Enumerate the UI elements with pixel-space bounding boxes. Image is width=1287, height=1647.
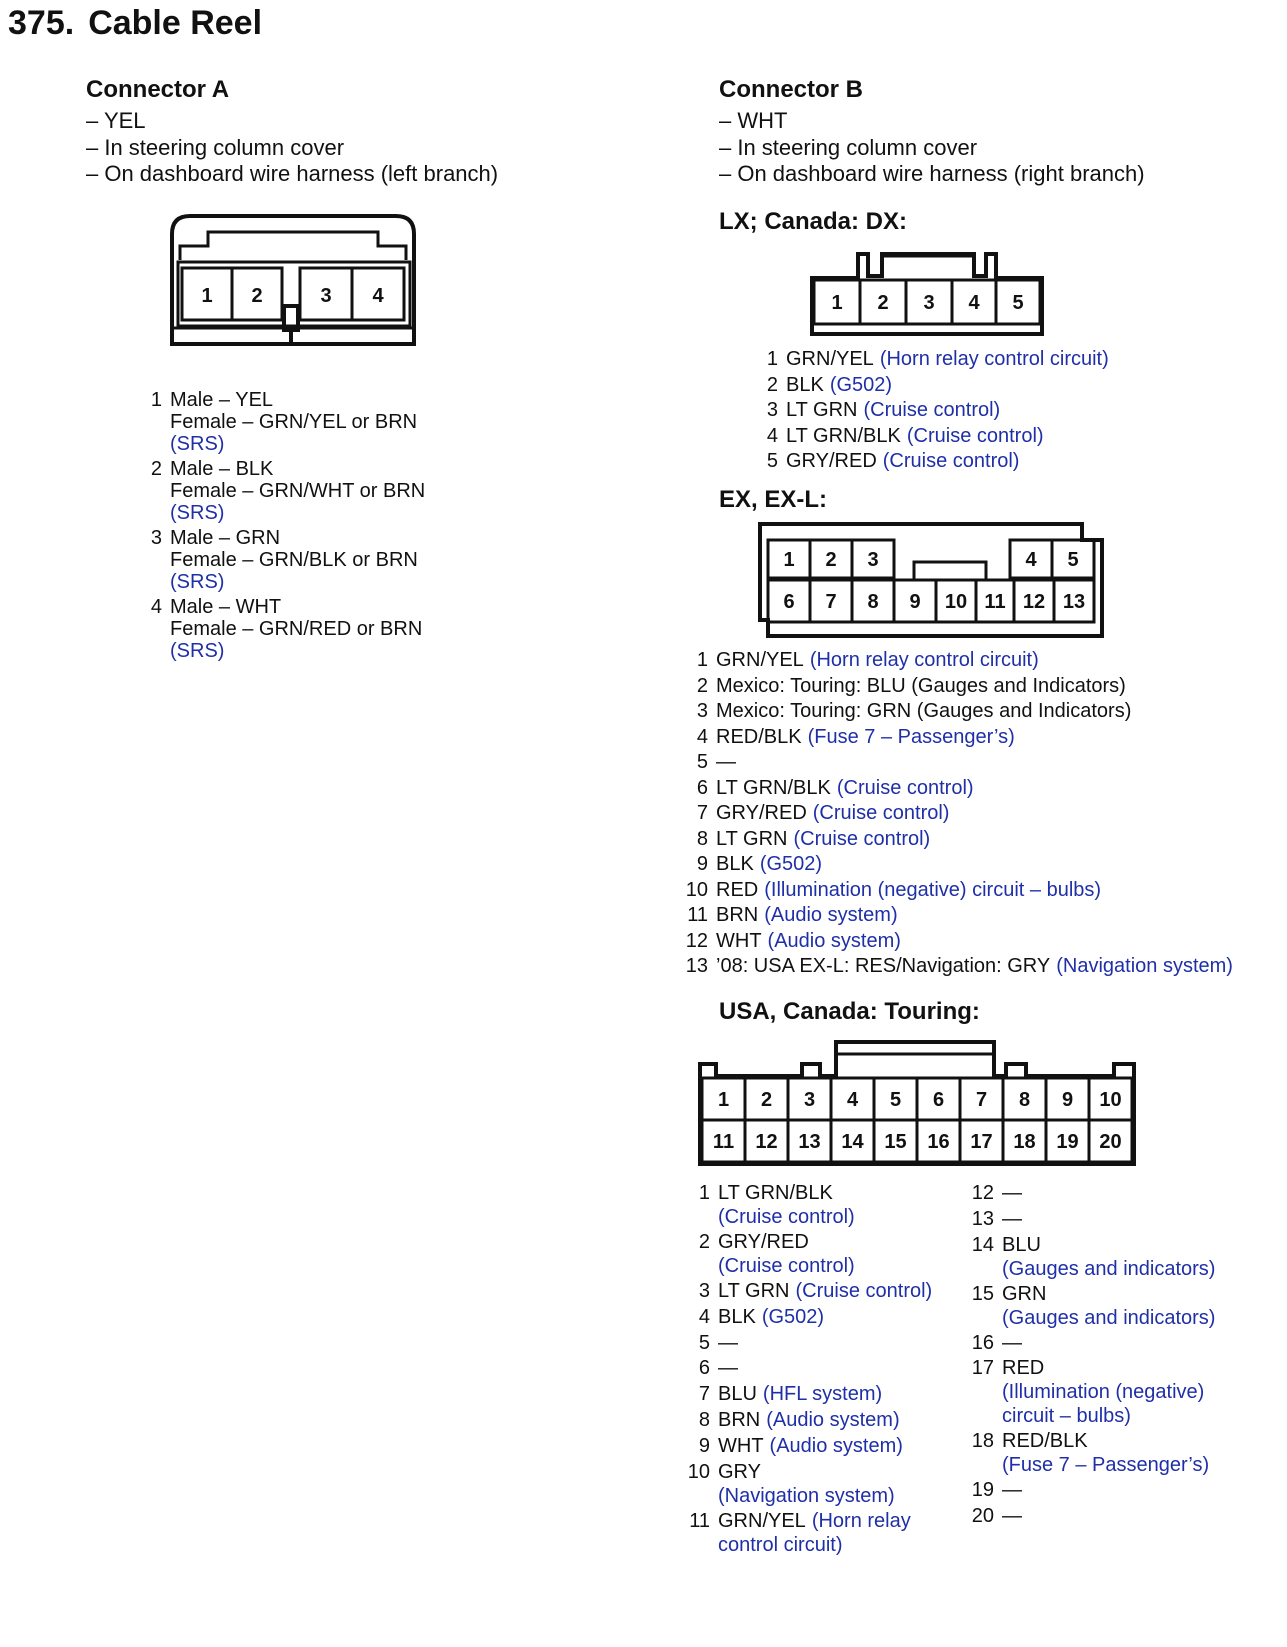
pin-system: (Cruise control) xyxy=(882,450,1020,472)
list-item xyxy=(970,1181,1215,1207)
list-item xyxy=(146,596,425,663)
pin-number: 5 xyxy=(766,450,778,472)
pin-wire: WHT xyxy=(718,1434,764,1457)
ex-pin-label: 8 xyxy=(867,591,879,613)
pin-wire: LT GRN xyxy=(718,1280,790,1302)
touring-pin-label: 8 xyxy=(1018,1089,1031,1111)
pin-number: 15 xyxy=(971,1282,994,1305)
touring-pin-label: 14 xyxy=(841,1131,864,1153)
list-item xyxy=(686,1279,932,1305)
list-item xyxy=(762,373,1109,399)
pin-female: Female – GRN/YEL or BRN xyxy=(170,411,418,434)
pin-wire: BLK xyxy=(716,853,754,875)
pin-number: 3 xyxy=(766,399,778,421)
pin-system: (Cruise control) xyxy=(812,802,950,824)
touring-pin-label: 6 xyxy=(932,1089,945,1111)
pin-male: Male – GRN xyxy=(170,527,281,549)
lx-pin-list xyxy=(762,347,1109,475)
pin-system: (SRS) xyxy=(170,571,225,594)
pin-system: (Illumination (negative) xyxy=(1002,1381,1205,1404)
touring-pin-label: 10 xyxy=(1099,1089,1122,1111)
pin-number: 5 xyxy=(696,751,708,773)
lx-heading: LX; Canada: DX: xyxy=(719,208,908,235)
pin-system: (Horn relay control circuit) xyxy=(809,649,1039,671)
pin-wire: BLK xyxy=(718,1305,756,1328)
connector-a-desc-line: – In steering column cover xyxy=(86,134,345,160)
list-item xyxy=(684,827,1233,853)
pin-number: 4 xyxy=(766,424,778,447)
pin-number: 3 xyxy=(698,1280,710,1302)
ex-pin-label: 4 xyxy=(1025,549,1037,571)
pin-number: 2 xyxy=(698,1231,710,1253)
list-item xyxy=(146,527,425,594)
list-item xyxy=(762,347,1109,373)
connector-b-heading: Connector B xyxy=(719,76,863,103)
list-item xyxy=(684,699,1233,725)
touring-heading: USA, Canada: Touring: xyxy=(719,998,980,1025)
list-item xyxy=(684,648,1233,674)
connector-b-desc-line: – In steering column cover xyxy=(719,134,978,160)
touring-pin-label: 20 xyxy=(1099,1131,1122,1153)
connector-a-pin-list xyxy=(146,389,425,663)
list-item xyxy=(686,1460,932,1508)
pin-male: Male – BLK xyxy=(170,458,274,480)
pin-number: 4 xyxy=(698,1305,710,1328)
touring-pin-label: 3 xyxy=(803,1089,816,1111)
ex-key xyxy=(914,562,986,580)
pin-wire: RED xyxy=(716,878,759,901)
pin-number: 19 xyxy=(971,1479,994,1502)
connector-a-pin-label: 2 xyxy=(251,285,263,307)
pin-wire: GRY xyxy=(718,1460,761,1483)
pin-wire: BLU xyxy=(718,1383,757,1406)
touring-pin-list-left xyxy=(686,1181,932,1557)
pin-number: 16 xyxy=(971,1331,994,1354)
pin-system: (Audio system) xyxy=(764,904,898,926)
touring-pin-label: 5 xyxy=(889,1089,902,1111)
pin-wire: BRN xyxy=(716,904,759,926)
pin-number: 17 xyxy=(971,1357,994,1380)
list-item xyxy=(970,1504,1215,1530)
pin-wire: GRY/RED xyxy=(718,1231,809,1253)
pin-number: 18 xyxy=(971,1430,994,1453)
touring-pin-label: 18 xyxy=(1013,1131,1036,1153)
list-item xyxy=(970,1478,1215,1504)
connector-a-latch xyxy=(180,232,406,260)
pin-wire: — xyxy=(718,1357,738,1380)
ex-pin-label: 3 xyxy=(867,549,879,571)
pin-male: Male – WHT xyxy=(170,596,282,618)
touring-pin-list-right xyxy=(970,1181,1215,1530)
touring-pin-label: 9 xyxy=(1061,1089,1074,1111)
pin-number: 2 xyxy=(766,373,778,396)
list-item xyxy=(686,1509,932,1557)
ex-heading: EX, EX-L: xyxy=(719,486,828,513)
connector-a-pin-label: 1 xyxy=(201,285,213,307)
pin-system-cont: control circuit) xyxy=(718,1533,843,1556)
pin-system: (Cruise control) xyxy=(718,1255,855,1277)
ex-pin-label: 13 xyxy=(1062,591,1086,613)
page-number: 375. xyxy=(8,4,75,42)
ex-connector-diagram xyxy=(754,518,1110,644)
pin-system: (Fuse 7 – Passenger’s) xyxy=(807,725,1015,748)
page-title xyxy=(8,4,262,43)
list-item xyxy=(970,1233,1215,1281)
pin-number: 11 xyxy=(689,1509,710,1532)
pin-system: (Cruise control) xyxy=(718,1206,855,1228)
pin-wire: RED xyxy=(1002,1357,1045,1380)
ex-pin-label: 7 xyxy=(825,591,837,613)
pin-system: (Cruise control) xyxy=(795,1280,933,1302)
pin-female: Female – GRN/WHT or BRN xyxy=(170,480,426,503)
pin-wire: LT GRN xyxy=(786,399,858,421)
connector-a-description xyxy=(86,108,498,188)
pin-system: (G502) xyxy=(829,373,893,396)
lx-pin-label: 4 xyxy=(968,292,980,314)
list-item xyxy=(686,1181,932,1229)
list-item xyxy=(686,1356,932,1382)
pin-wire: WHT xyxy=(716,929,762,952)
pin-system: (SRS) xyxy=(170,502,225,525)
list-item xyxy=(686,1408,932,1434)
list-item xyxy=(970,1207,1215,1233)
pin-system: (SRS) xyxy=(170,433,225,456)
list-item xyxy=(146,458,425,525)
pin-number: 4 xyxy=(696,725,708,748)
list-item xyxy=(684,750,1233,776)
pin-system: (Horn relay xyxy=(811,1509,911,1532)
lx-pin-label: 5 xyxy=(1012,292,1024,314)
pin-wire: — xyxy=(718,1331,738,1354)
ex-pin-label: 1 xyxy=(783,549,795,571)
ex-pin-label: 9 xyxy=(909,591,921,613)
list-item xyxy=(686,1331,932,1357)
pin-number: 14 xyxy=(971,1233,994,1256)
ex-pin-label: 10 xyxy=(944,591,968,613)
list-item xyxy=(684,725,1233,751)
pin-wire: ’08: USA EX-L: RES/Navigation: GRY xyxy=(716,955,1051,977)
pin-system: (G502) xyxy=(759,853,823,875)
list-item xyxy=(762,424,1109,450)
connector-a-pin-label: 3 xyxy=(320,285,332,307)
pin-number: 6 xyxy=(696,776,708,799)
pin-wire: Mexico: Touring: GRN (Gauges and Indicators) xyxy=(716,700,1132,722)
pin-wire: — xyxy=(716,751,736,773)
pin-number: 10 xyxy=(685,878,708,901)
pin-wire: — xyxy=(1002,1182,1022,1204)
pin-number: 9 xyxy=(696,853,708,875)
ex-pin-list xyxy=(684,648,1233,980)
pin-system: (Cruise control) xyxy=(836,776,974,799)
touring-pin-label: 17 xyxy=(970,1131,993,1153)
list-item xyxy=(686,1230,932,1278)
pin-wire: GRN/YEL xyxy=(716,649,804,671)
pin-system: (Illumination (negative) circuit – bulbs) xyxy=(764,878,1102,901)
pin-number: 2 xyxy=(150,458,162,480)
pin-number: 1 xyxy=(766,348,778,370)
pin-system: (Cruise control) xyxy=(863,399,1001,421)
page-title-text: Cable Reel xyxy=(88,4,263,42)
connector-b-description xyxy=(719,108,1145,188)
pin-wire: BLU xyxy=(1002,1233,1041,1256)
list-item xyxy=(684,954,1233,980)
pin-system: (G502) xyxy=(761,1305,825,1328)
pin-system: (HFL system) xyxy=(762,1383,883,1406)
ex-pin-label: 11 xyxy=(984,591,1006,613)
connector-a-diagram xyxy=(164,208,424,354)
connector-a-desc-line: – On dashboard wire harness (left branch) xyxy=(86,161,499,186)
pin-number: 2 xyxy=(696,674,708,697)
pin-wire: LT GRN/BLK xyxy=(716,776,831,799)
touring-pin-label: 11 xyxy=(712,1131,735,1153)
pin-wire: BRN xyxy=(718,1408,761,1431)
pin-number: 8 xyxy=(698,1408,710,1431)
pin-system: (Gauges and indicators) xyxy=(1002,1306,1216,1329)
lx-pin-label: 1 xyxy=(831,292,843,314)
pin-number: 1 xyxy=(696,649,708,671)
list-item xyxy=(686,1434,932,1460)
pin-system: (Gauges and indicators) xyxy=(1002,1257,1216,1280)
pin-system: (Fuse 7 – Passenger’s) xyxy=(1002,1454,1210,1477)
pin-wire: RED/BLK xyxy=(716,725,802,748)
connector-a-desc-line: – YEL xyxy=(86,108,146,133)
pin-number: 3 xyxy=(696,700,708,722)
list-item xyxy=(684,776,1233,802)
pin-number: 13 xyxy=(685,955,708,977)
touring-pin-label: 7 xyxy=(975,1089,988,1111)
pin-wire: — xyxy=(1002,1207,1022,1230)
touring-connector-diagram xyxy=(694,1036,1150,1172)
pin-number: 7 xyxy=(698,1383,710,1406)
pin-wire: GRN/YEL xyxy=(786,348,874,370)
ex-pin-label: 12 xyxy=(1022,591,1046,613)
lx-pin-label: 2 xyxy=(877,292,889,314)
pin-system: (SRS) xyxy=(170,640,225,663)
list-item xyxy=(970,1282,1215,1330)
pin-number: 1 xyxy=(150,389,162,411)
pin-number: 7 xyxy=(696,802,708,824)
list-item xyxy=(762,449,1109,475)
pin-wire: — xyxy=(1002,1505,1022,1528)
touring-pin-label: 4 xyxy=(846,1089,859,1111)
connector-a-heading: Connector A xyxy=(86,76,230,103)
list-item xyxy=(684,852,1233,878)
list-item xyxy=(686,1305,932,1331)
list-item xyxy=(970,1356,1215,1428)
list-item xyxy=(686,1382,932,1408)
pin-wire: RED/BLK xyxy=(1002,1430,1088,1453)
list-item xyxy=(146,389,425,456)
pin-number: 12 xyxy=(971,1182,994,1204)
pin-system: (Audio system) xyxy=(767,929,901,952)
pin-wire: — xyxy=(1002,1331,1022,1354)
connector-b-desc-line: – WHT xyxy=(719,108,788,133)
list-item xyxy=(970,1429,1215,1477)
pin-number: 6 xyxy=(698,1357,710,1380)
pin-wire: LT GRN xyxy=(716,827,788,850)
pin-number: 4 xyxy=(150,596,162,618)
pin-system: (Cruise control) xyxy=(906,424,1044,447)
pin-wire: LT GRN/BLK xyxy=(718,1182,833,1204)
touring-pin-label: 12 xyxy=(755,1131,778,1153)
pin-wire: GRY/RED xyxy=(716,802,807,824)
pin-system: (Audio system) xyxy=(766,1408,900,1431)
pin-wire: BLK xyxy=(786,373,824,396)
pin-wire: LT GRN/BLK xyxy=(786,424,901,447)
pin-number: 9 xyxy=(698,1434,710,1457)
pin-system-cont: circuit – bulbs) xyxy=(1002,1405,1131,1428)
pin-number: 11 xyxy=(687,904,708,926)
pin-system: (Navigation system) xyxy=(718,1484,895,1507)
pin-number: 13 xyxy=(971,1207,994,1230)
pin-male: Male – YEL xyxy=(170,389,274,411)
list-item xyxy=(684,929,1233,955)
touring-pin-label: 2 xyxy=(760,1089,773,1111)
pin-number: 10 xyxy=(687,1460,710,1483)
pin-wire: — xyxy=(1002,1479,1022,1502)
list-item xyxy=(970,1331,1215,1357)
list-item xyxy=(684,674,1233,700)
list-item xyxy=(684,878,1233,904)
pin-system: (Cruise control) xyxy=(793,827,931,850)
pin-number: 1 xyxy=(698,1182,710,1204)
touring-pin-label: 1 xyxy=(717,1089,730,1111)
list-item xyxy=(684,801,1233,827)
lx-connector-diagram xyxy=(806,246,1052,342)
list-item xyxy=(684,903,1233,929)
ex-pin-label: 2 xyxy=(825,549,837,571)
lx-pin-label: 3 xyxy=(923,292,935,314)
pin-number: 5 xyxy=(698,1331,710,1354)
touring-pin-label: 16 xyxy=(927,1131,950,1153)
pin-wire: GRN/YEL xyxy=(718,1509,806,1532)
pin-wire: GRY/RED xyxy=(786,450,877,472)
pin-number: 3 xyxy=(150,527,162,549)
pin-system: (Audio system) xyxy=(769,1434,903,1457)
ex-pin-label: 6 xyxy=(783,591,795,613)
pin-number: 20 xyxy=(971,1505,994,1528)
pin-wire: Mexico: Touring: BLU (Gauges and Indicators) xyxy=(716,674,1126,697)
touring-pin-label: 13 xyxy=(798,1131,821,1153)
connector-b-desc-line: – On dashboard wire harness (right branch) xyxy=(719,161,1145,186)
pin-female: Female – GRN/BLK or BRN xyxy=(170,549,418,572)
connector-a-pin-label: 4 xyxy=(372,285,384,307)
pin-system: (Navigation system) xyxy=(1056,955,1233,977)
pin-number: 12 xyxy=(685,929,708,952)
list-item xyxy=(762,398,1109,424)
pin-wire: GRN xyxy=(1002,1282,1047,1305)
pin-number: 8 xyxy=(696,827,708,850)
pin-system: (Horn relay control circuit) xyxy=(879,348,1109,370)
pin-female: Female – GRN/RED or BRN xyxy=(170,618,423,641)
touring-pin-label: 19 xyxy=(1056,1131,1079,1153)
ex-pin-label: 5 xyxy=(1067,549,1079,571)
touring-pin-label: 15 xyxy=(884,1131,907,1153)
